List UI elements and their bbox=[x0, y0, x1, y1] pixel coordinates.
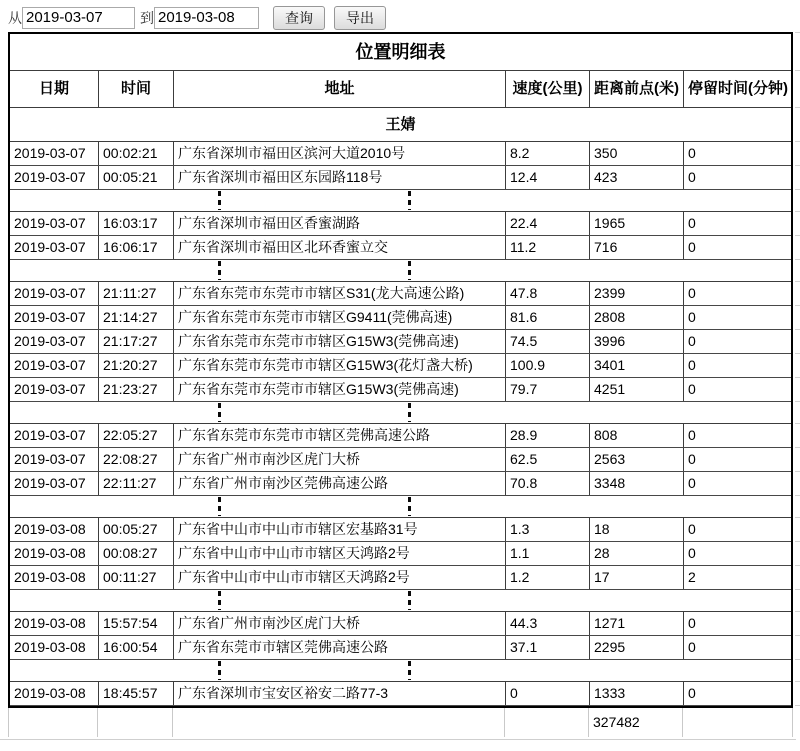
cell-time: 00:08:27 bbox=[99, 542, 174, 565]
cell-time: 22:05:27 bbox=[99, 424, 174, 447]
query-button[interactable]: 查询 bbox=[273, 6, 325, 30]
ellipsis-dash-icon bbox=[408, 191, 411, 210]
gridline-stub bbox=[795, 165, 800, 166]
gridline-stub bbox=[795, 70, 800, 71]
cell-address: 广东省东莞市东莞市市辖区G15W3(莞佛高速) bbox=[174, 330, 506, 353]
omitted-rows-separator bbox=[10, 590, 791, 612]
ellipsis-dash-icon bbox=[218, 191, 221, 210]
table-row bbox=[10, 166, 791, 190]
cell-stay: 0 bbox=[688, 381, 696, 397]
omitted-rows-separator bbox=[10, 496, 791, 518]
cell-time: 00:11:27 bbox=[99, 566, 174, 589]
total-time-cell bbox=[98, 708, 173, 737]
cell-time: 00:05:27 bbox=[99, 518, 174, 541]
cell-time: 21:17:27 bbox=[99, 330, 174, 353]
from-date-input[interactable] bbox=[22, 7, 135, 29]
cell-stay: 2 bbox=[688, 569, 696, 585]
cell-speed: 62.5 bbox=[506, 448, 590, 471]
gridline-stub bbox=[795, 353, 800, 354]
gridline-stub bbox=[795, 401, 800, 402]
gridline-stub bbox=[795, 611, 800, 612]
omitted-rows-separator bbox=[10, 260, 791, 282]
total-address-cell bbox=[173, 708, 505, 737]
cell-stay: 0 bbox=[688, 333, 696, 349]
header-distance: 距离前点(米) bbox=[590, 71, 684, 107]
gridline-stub bbox=[795, 423, 800, 424]
header-speed: 速度(公里) bbox=[506, 71, 590, 107]
gridline-stub bbox=[795, 705, 800, 706]
table-row bbox=[10, 542, 791, 566]
cell-stay: 0 bbox=[688, 615, 696, 631]
gridline-stub bbox=[795, 495, 800, 496]
gridline-stub bbox=[795, 377, 800, 378]
cell-stay: 0 bbox=[688, 427, 696, 443]
cell-date: 2019-03-07 bbox=[10, 166, 99, 189]
total-row bbox=[8, 708, 793, 737]
person-name-row: 王婧 bbox=[10, 108, 791, 142]
cell-distance: 4251 bbox=[590, 378, 684, 401]
to-date-input[interactable] bbox=[154, 7, 259, 29]
cell-date: 2019-03-08 bbox=[10, 542, 99, 565]
gridline-stub bbox=[795, 281, 800, 282]
cell-date: 2019-03-07 bbox=[10, 354, 99, 377]
cell-address: 广东省东莞市东莞市市辖区莞佛高速公路 bbox=[174, 424, 506, 447]
table-row bbox=[10, 236, 791, 260]
cell-date: 2019-03-07 bbox=[10, 212, 99, 235]
location-detail-table bbox=[8, 32, 793, 708]
ellipsis-dash-icon bbox=[408, 661, 411, 680]
cell-address: 广东省东莞市东莞市市辖区G15W3(莞佛高速) bbox=[174, 378, 506, 401]
table-row bbox=[10, 448, 791, 472]
gridline-stub bbox=[795, 211, 800, 212]
cell-stay: 0 bbox=[688, 521, 696, 537]
cell-stay: 0 bbox=[688, 639, 696, 655]
cell-time: 22:11:27 bbox=[99, 472, 174, 495]
cell-distance: 423 bbox=[590, 166, 684, 189]
cell-distance: 1333 bbox=[590, 682, 684, 705]
cell-time: 00:02:21 bbox=[99, 142, 174, 165]
table-row bbox=[10, 682, 791, 706]
ellipsis-dash-icon bbox=[408, 261, 411, 280]
cell-address: 广东省中山市中山市市辖区天鸿路2号 bbox=[174, 566, 506, 589]
total-distance-value: 327482 bbox=[589, 708, 683, 737]
header-stay-time: 停留时间(分钟) bbox=[688, 80, 788, 97]
cell-distance: 1965 bbox=[590, 212, 684, 235]
cell-speed: 11.2 bbox=[506, 236, 590, 259]
cell-distance: 3996 bbox=[590, 330, 684, 353]
gridline-stub bbox=[795, 107, 800, 108]
cell-distance: 350 bbox=[590, 142, 684, 165]
cell-address: 广东省广州市南沙区虎门大桥 bbox=[174, 448, 506, 471]
cell-distance: 2563 bbox=[590, 448, 684, 471]
bottom-divider bbox=[0, 739, 796, 740]
gridline-stub bbox=[795, 305, 800, 306]
table-row bbox=[10, 306, 791, 330]
cell-distance: 17 bbox=[590, 566, 684, 589]
cell-distance: 1271 bbox=[590, 612, 684, 635]
total-speed-cell bbox=[505, 708, 589, 737]
cell-speed: 44.3 bbox=[506, 612, 590, 635]
cell-stay: 0 bbox=[688, 685, 696, 701]
cell-date: 2019-03-08 bbox=[10, 566, 99, 589]
gridline-stub bbox=[795, 659, 800, 660]
cell-distance: 2399 bbox=[590, 282, 684, 305]
cell-date: 2019-03-07 bbox=[10, 424, 99, 447]
cell-date: 2019-03-07 bbox=[10, 330, 99, 353]
table-row bbox=[10, 378, 791, 402]
omitted-rows-separator bbox=[10, 190, 791, 212]
gridline-stub bbox=[795, 589, 800, 590]
cell-speed: 81.6 bbox=[506, 306, 590, 329]
cell-speed: 0 bbox=[506, 682, 590, 705]
cell-stay: 0 bbox=[688, 145, 696, 161]
page-title: 位置明细表 bbox=[10, 34, 791, 71]
gridline-stub bbox=[795, 681, 800, 682]
cell-address: 广东省东莞市东莞市市辖区G15W3(花灯盏大桥) bbox=[174, 354, 506, 377]
table-row bbox=[10, 142, 791, 166]
cell-date: 2019-03-07 bbox=[10, 282, 99, 305]
table-row bbox=[10, 212, 791, 236]
cell-distance: 716 bbox=[590, 236, 684, 259]
ellipsis-dash-icon bbox=[218, 261, 221, 280]
gridline-stub bbox=[795, 565, 800, 566]
cell-address: 广东省广州市南沙区虎门大桥 bbox=[174, 612, 506, 635]
cell-time: 16:03:17 bbox=[99, 212, 174, 235]
cell-stay: 0 bbox=[688, 169, 696, 185]
ellipsis-dash-icon bbox=[408, 403, 411, 422]
cell-time: 00:05:21 bbox=[99, 166, 174, 189]
cell-speed: 37.1 bbox=[506, 636, 590, 659]
cell-time: 16:06:17 bbox=[99, 236, 174, 259]
cell-distance: 3348 bbox=[590, 472, 684, 495]
gridline-stub bbox=[795, 447, 800, 448]
cell-distance: 2808 bbox=[590, 306, 684, 329]
cell-address: 广东省深圳市福田区滨河大道2010号 bbox=[174, 142, 506, 165]
cell-distance: 18 bbox=[590, 518, 684, 541]
cell-stay: 0 bbox=[688, 309, 696, 325]
cell-address: 广东省深圳市福田区香蜜湖路 bbox=[174, 212, 506, 235]
ellipsis-dash-icon bbox=[218, 497, 221, 516]
cell-address: 广东省深圳市福田区东园路118号 bbox=[174, 166, 506, 189]
cell-speed: 70.8 bbox=[506, 472, 590, 495]
gridline-stub bbox=[795, 141, 800, 142]
export-button[interactable]: 导出 bbox=[334, 6, 386, 30]
cell-stay: 0 bbox=[688, 545, 696, 561]
cell-date: 2019-03-08 bbox=[10, 518, 99, 541]
cell-time: 15:57:54 bbox=[99, 612, 174, 635]
cell-address: 广东省东莞市市辖区莞佛高速公路 bbox=[174, 636, 506, 659]
gridline-stub bbox=[795, 189, 800, 190]
cell-speed: 47.8 bbox=[506, 282, 590, 305]
table-header-row bbox=[10, 71, 791, 108]
cell-stay: 0 bbox=[688, 285, 696, 301]
cell-stay: 0 bbox=[688, 239, 696, 255]
cell-speed: 79.7 bbox=[506, 378, 590, 401]
cell-date: 2019-03-08 bbox=[10, 636, 99, 659]
cell-date: 2019-03-07 bbox=[10, 306, 99, 329]
cell-stay: 0 bbox=[688, 357, 696, 373]
cell-address: 广东省深圳市宝安区裕安二路77-3 bbox=[174, 682, 506, 705]
table-row bbox=[10, 354, 791, 378]
cell-time: 21:23:27 bbox=[99, 378, 174, 401]
cell-date: 2019-03-08 bbox=[10, 682, 99, 705]
gridline-stub bbox=[795, 235, 800, 236]
cell-date: 2019-03-07 bbox=[10, 142, 99, 165]
ellipsis-dash-icon bbox=[218, 591, 221, 610]
cell-date: 2019-03-07 bbox=[10, 472, 99, 495]
total-date-cell bbox=[9, 708, 98, 737]
gridline-stub bbox=[795, 541, 800, 542]
ellipsis-dash-icon bbox=[408, 497, 411, 516]
cell-address: 广东省广州市南沙区莞佛高速公路 bbox=[174, 472, 506, 495]
cell-stay: 0 bbox=[688, 451, 696, 467]
cell-time: 21:20:27 bbox=[99, 354, 174, 377]
cell-date: 2019-03-07 bbox=[10, 378, 99, 401]
cell-address: 广东省中山市中山市市辖区天鸿路2号 bbox=[174, 542, 506, 565]
cell-time: 18:45:57 bbox=[99, 682, 174, 705]
cell-speed: 28.9 bbox=[506, 424, 590, 447]
cell-distance: 28 bbox=[590, 542, 684, 565]
cell-speed: 100.9 bbox=[506, 354, 590, 377]
cell-distance: 2295 bbox=[590, 636, 684, 659]
cell-time: 21:14:27 bbox=[99, 306, 174, 329]
cell-distance: 808 bbox=[590, 424, 684, 447]
ellipsis-dash-icon bbox=[218, 661, 221, 680]
cell-date: 2019-03-07 bbox=[10, 236, 99, 259]
table-row bbox=[10, 330, 791, 354]
cell-stay: 0 bbox=[688, 215, 696, 231]
header-date: 日期 bbox=[10, 71, 99, 107]
table-row bbox=[10, 636, 791, 660]
cell-speed: 12.4 bbox=[506, 166, 590, 189]
gridline-stub bbox=[795, 517, 800, 518]
cell-distance: 3401 bbox=[590, 354, 684, 377]
cell-address: 广东省东莞市东莞市市辖区S31(龙大高速公路) bbox=[174, 282, 506, 305]
table-row bbox=[10, 566, 791, 590]
omitted-rows-separator bbox=[10, 402, 791, 424]
cell-speed: 8.2 bbox=[506, 142, 590, 165]
table-row bbox=[10, 472, 791, 496]
cell-speed: 74.5 bbox=[506, 330, 590, 353]
gridline-stub bbox=[795, 32, 800, 33]
table-row bbox=[10, 282, 791, 306]
date-filter-toolbar bbox=[0, 0, 800, 30]
cell-date: 2019-03-08 bbox=[10, 612, 99, 635]
to-label: 到 bbox=[140, 9, 154, 26]
table-row bbox=[10, 612, 791, 636]
header-address: 地址 bbox=[174, 71, 506, 107]
header-time: 时间 bbox=[99, 71, 174, 107]
cell-speed: 1.2 bbox=[506, 566, 590, 589]
cell-time: 21:11:27 bbox=[99, 282, 174, 305]
omitted-rows-separator bbox=[10, 660, 791, 682]
gridline-stub bbox=[795, 329, 800, 330]
cell-address: 广东省东莞市东莞市市辖区G9411(莞佛高速) bbox=[174, 306, 506, 329]
cell-address: 广东省中山市中山市市辖区宏基路31号 bbox=[174, 518, 506, 541]
gridline-stub bbox=[795, 259, 800, 260]
cell-date: 2019-03-07 bbox=[10, 448, 99, 471]
gridline-stub bbox=[795, 471, 800, 472]
table-row bbox=[10, 518, 791, 542]
from-label: 从 bbox=[8, 9, 22, 26]
cell-time: 22:08:27 bbox=[99, 448, 174, 471]
table-row bbox=[10, 424, 791, 448]
cell-time: 16:00:54 bbox=[99, 636, 174, 659]
cell-address: 广东省深圳市福田区北环香蜜立交 bbox=[174, 236, 506, 259]
ellipsis-dash-icon bbox=[408, 591, 411, 610]
cell-speed: 1.1 bbox=[506, 542, 590, 565]
ellipsis-dash-icon bbox=[218, 403, 221, 422]
total-stay-cell bbox=[683, 708, 790, 737]
cell-speed: 1.3 bbox=[506, 518, 590, 541]
cell-stay: 0 bbox=[688, 475, 696, 491]
gridline-stub bbox=[795, 635, 800, 636]
cell-speed: 22.4 bbox=[506, 212, 590, 235]
